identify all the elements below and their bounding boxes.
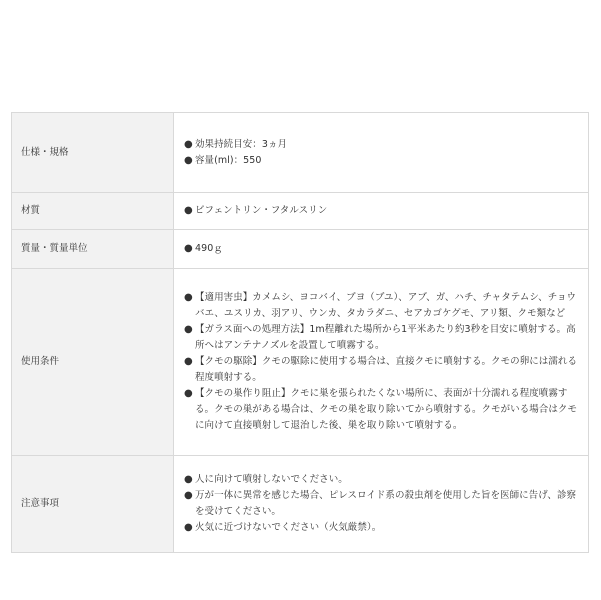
- bullet-icon: ●: [184, 522, 193, 533]
- bullet-icon: ●: [184, 292, 193, 303]
- row-label: 使用条件: [12, 269, 174, 456]
- list-item: [184, 472, 578, 488]
- item-text: 【クモの駆除】クモの駆除に使用する場合は、直接クモに噴射する。クモの卵には濡れる程度噴射する。: [195, 356, 578, 383]
- list-item: [184, 322, 578, 354]
- item-text: 【適用害虫】カメムシ、ヨコバイ、ブヨ（ブユ）、アブ、ガ、ハチ、チャタテムシ、チョウバエ、ユスリカ、羽アリ、ウンカ、タカラダニ、セアカゴケグモ、アリ類、クモ類など: [195, 292, 577, 319]
- item-text: 【ガラス面への処理方法】1m程離れた場所から1平米あたり約3秒を目安に噴射する。高所へはアンテナノズルを設置して噴霧する。: [195, 324, 576, 351]
- usage-row: [12, 269, 589, 456]
- bullet-icon: ●: [184, 205, 193, 216]
- item-text: 【クモの巣作り阻止】クモに巣を張られたくない場所に、表面が十分濡れる程度噴霧する。クモの巣がある場合は、クモの巣を取り除いてから噴射する。クモがいる場合はクモに向けて直接噴射して退治した後、巣を取り除いて噴射する。: [195, 388, 578, 431]
- list-item: [184, 153, 578, 169]
- row-label: 仕様・規格: [12, 113, 174, 193]
- row-value: [174, 113, 589, 193]
- bullet-icon: ●: [184, 138, 193, 150]
- bullet-icon: ●: [184, 356, 193, 367]
- bullet-icon: ●: [184, 324, 193, 335]
- bullet-icon: ●: [184, 474, 193, 485]
- item-text: 万が一体に異常を感じた場合、ピレスロイド系の殺虫剤を使用した旨を医師に告げ、診察を受けてください。: [195, 490, 577, 517]
- row-label: 材質: [12, 193, 174, 230]
- row-value: [174, 456, 589, 553]
- item-text: 効果持続目安：3ヵ月: [195, 138, 288, 150]
- list-item: [184, 354, 578, 386]
- item-text: ビフェントリン・フタルスリン: [195, 205, 328, 216]
- list-item: [184, 241, 578, 257]
- item-text: 火気に近づけないでください（火気厳禁）。: [195, 522, 382, 533]
- list-item: [184, 137, 578, 153]
- bullet-icon: ●: [184, 243, 193, 254]
- row-label: 注意事項: [12, 456, 174, 553]
- list-item: [184, 386, 578, 434]
- list-item: [184, 488, 578, 520]
- spec-row: [12, 113, 589, 193]
- item-text: 490ｇ: [195, 243, 223, 254]
- list-item: [184, 520, 578, 536]
- weight-row: [12, 230, 589, 269]
- caution-row: [12, 456, 589, 553]
- list-item: [184, 203, 578, 219]
- spec-table: [11, 112, 589, 553]
- bullet-icon: ●: [184, 154, 193, 166]
- item-text: 人に向けて噴射しないでください。: [195, 474, 348, 485]
- row-value: [174, 193, 589, 230]
- bullet-icon: ●: [184, 490, 193, 501]
- row-value: [174, 230, 589, 269]
- material-row: [12, 193, 589, 230]
- item-text: 容量(ml)：550: [195, 154, 262, 166]
- list-item: [184, 290, 578, 322]
- bullet-icon: ●: [184, 388, 193, 399]
- row-value: [174, 269, 589, 456]
- row-label: 質量・質量単位: [12, 230, 174, 269]
